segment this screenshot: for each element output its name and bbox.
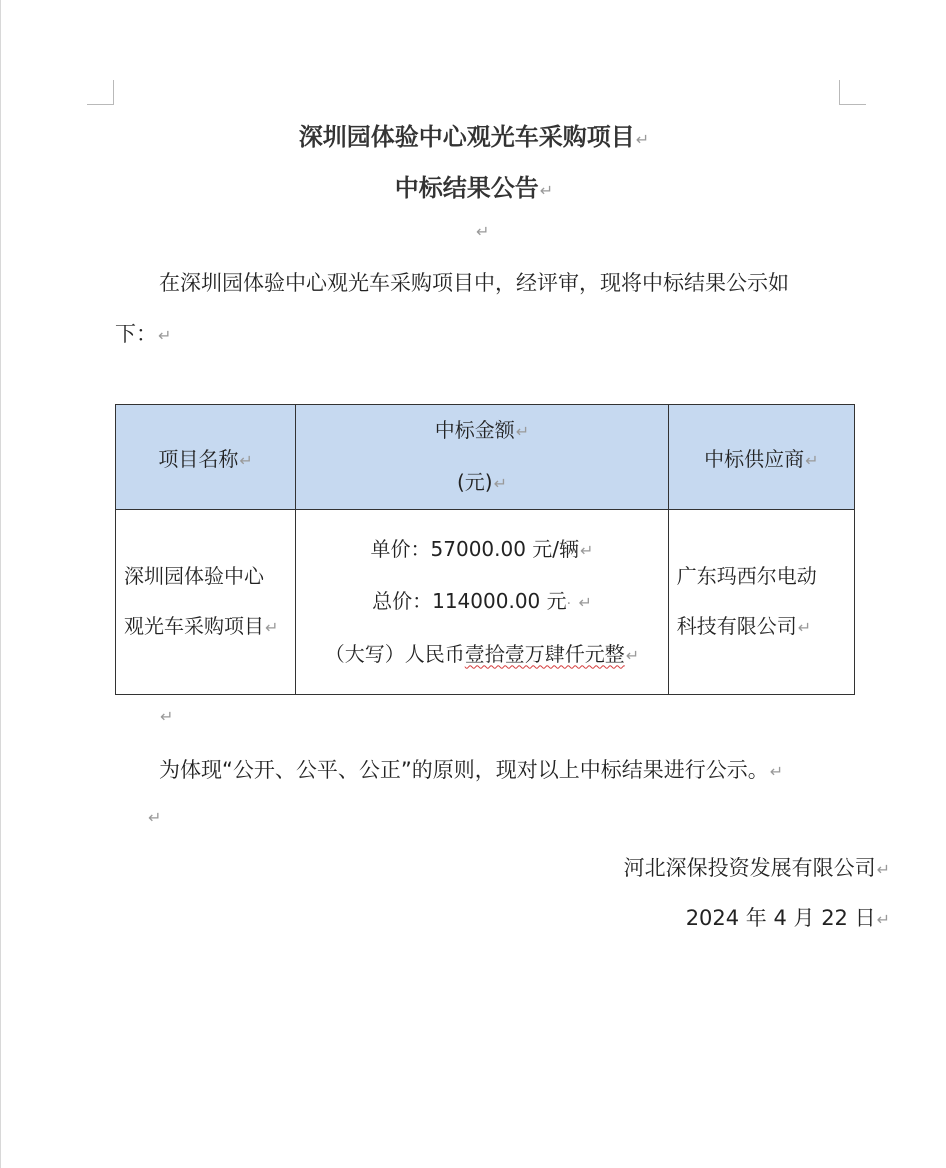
paragraph-mark-icon: [540, 181, 553, 200]
intro-paragraph: 在深圳园体验中心观光车采购项目中，经评审，现将中标结果公示如: [159, 271, 789, 295]
paragraph-mark-icon: [265, 618, 278, 637]
paragraph-mark-icon: [578, 593, 591, 612]
paragraph-mark-icon: [877, 860, 890, 879]
paragraph-mark-icon: [516, 422, 529, 441]
document-subtitle: 中标结果公告 ↵: [1, 168, 946, 203]
spellcheck-underlined-text: 壹拾壹万肆仟元整: [464, 641, 625, 666]
cell-supplier: 广东玛西尔电动 科技有限公司 ↵: [668, 510, 854, 695]
paragraph-mark-icon: [580, 541, 593, 560]
intro-paragraph-continued: 下： ↵: [115, 319, 171, 351]
table-row: [116, 510, 855, 695]
paragraph-mark-icon: [239, 451, 252, 470]
paragraph-mark-icon: [160, 707, 173, 726]
document-title: 深圳园体验中心观光车采购项目 ↵: [1, 117, 946, 152]
crop-mark-top-left: [87, 80, 114, 105]
header-project-name: 项目名称 ↵: [116, 405, 296, 510]
cell-amount: 单价：57000.00 元/辆 ↵ 总价：114000.00 元· ↵ （大写）人民币壹拾壹万肆仟元整 ↵: [296, 510, 669, 695]
paragraph-mark-icon: [877, 910, 890, 929]
header-amount: 中标金额 ↵ (元) ↵: [296, 405, 669, 510]
paragraph-mark-icon: [805, 451, 818, 470]
crop-mark-top-right: [839, 80, 866, 105]
paragraph-mark-icon: [770, 762, 783, 781]
signature-company: 河北深保投资发展有限公司 ↵: [624, 853, 890, 885]
paragraph-mark-icon: [494, 474, 507, 493]
closing-paragraph: 为体现“公开、公平、公正”的原则，现对以上中标结果进行公示。 ↵: [159, 755, 783, 787]
table-header-row: [116, 405, 855, 510]
paragraph-mark-icon: [626, 646, 639, 665]
cell-project-name: 深圳园体验中心 观光车采购项目 ↵: [116, 510, 296, 695]
paragraph-mark-icon: [476, 222, 489, 241]
paragraph-mark-icon: [148, 808, 161, 827]
paragraph-mark-icon: [636, 130, 649, 149]
award-table: [115, 404, 855, 695]
paragraph-mark-icon: [158, 326, 171, 345]
header-supplier: 中标供应商 ↵: [668, 405, 854, 510]
paragraph-mark-icon: [798, 618, 811, 637]
signature-date: 2024 年 4 月 22 日 ↵: [686, 903, 890, 935]
